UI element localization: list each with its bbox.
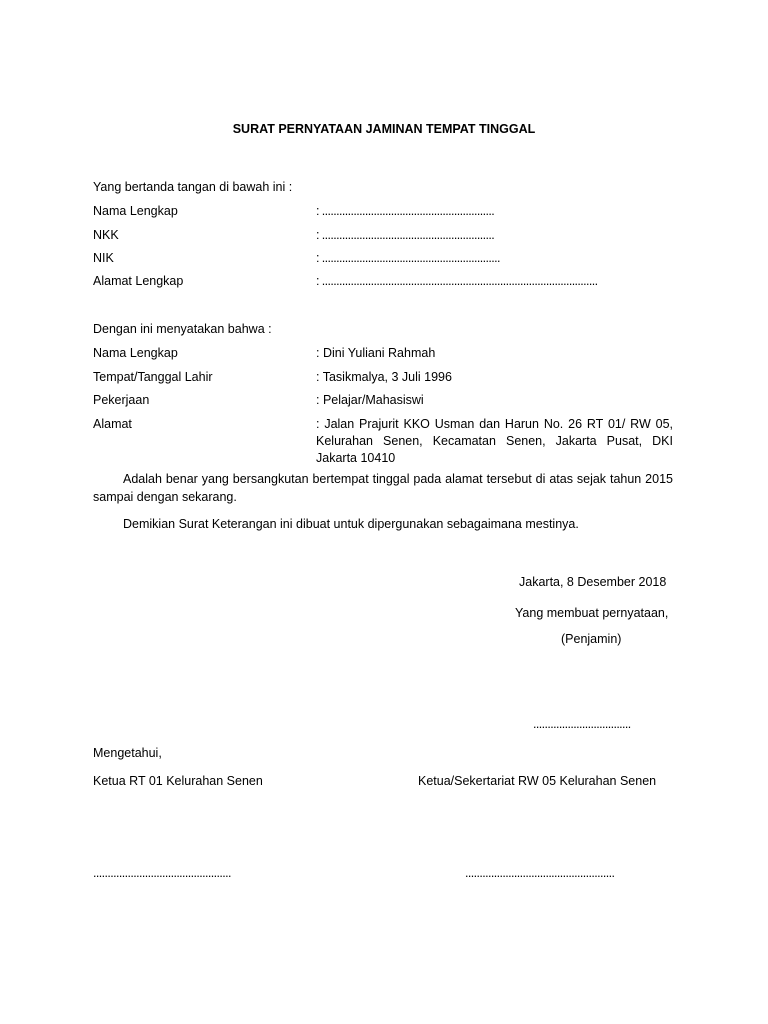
guarantor-address-value: : ................................................................................................ [316,274,598,288]
person-address-value: : Jalan Prajurit KKO Usman dan Harun No. 26 RT 01/ RW 05, Kelurahan Senen, Kecamatan Senen, Jakarta Pusat, DKI Jakarta 10410 [316,417,673,465]
rw-label: Ketua/Sekertariat RW 05 Kelurahan Senen [418,774,657,788]
person-birth-value: : Tasikmalya, 3 Juli 1996 [316,370,452,384]
guarantor-nik-value: : .............................................................. [316,251,500,265]
rt-signature-line: ................................................ [93,866,231,880]
guarantor-name-value: : ............................................................ [316,204,495,218]
person-address-label: Alamat [93,417,132,431]
closing-paragraph: Demikian Surat Keterangan ini dibuat untuk dipergunakan sebagaimana mestinya. [123,517,579,531]
person-job-value: : Pelajar/Mahasiswi [316,393,424,407]
person-job-label: Pekerjaan [93,393,150,407]
rw-signature-line: .................................................... [465,866,615,880]
place-date: Jakarta, 8 Desember 2018 [519,575,667,589]
person-birth-label: Tempat/Tanggal Lahir [93,370,213,384]
statement-intro: Dengan ini menyatakan bahwa : [93,322,272,336]
person-name-label: Nama Lengkap [93,346,178,360]
guarantor-nik-label: NIK [93,251,114,265]
signer-role: (Penjamin) [561,632,622,646]
guarantor-nkk-value: : ............................................................ [316,228,495,242]
guarantor-intro: Yang bertanda tangan di bawah ini : [93,180,293,194]
person-name-value: : Dini Yuliani Rahmah [316,346,436,360]
signer-label: Yang membuat pernyataan, [515,606,669,620]
signer-signature-line: .................................. [533,717,631,731]
statement-paragraph: Adalah benar yang bersangkutan bertempat tinggal pada alamat tersebut di atas sejak tahun 2015 sampai dengan sekarang. [93,472,673,504]
rt-label: Ketua RT 01 Kelurahan Senen [93,774,263,788]
guarantor-name-label: Nama Lengkap [93,204,178,218]
guarantor-nkk-label: NKK [93,228,119,242]
guarantor-address-label: Alamat Lengkap [93,274,184,288]
document-title: SURAT PERNYATAAN JAMINAN TEMPAT TINGGAL [232,122,536,136]
acknowledged-label: Mengetahui, [93,746,162,760]
